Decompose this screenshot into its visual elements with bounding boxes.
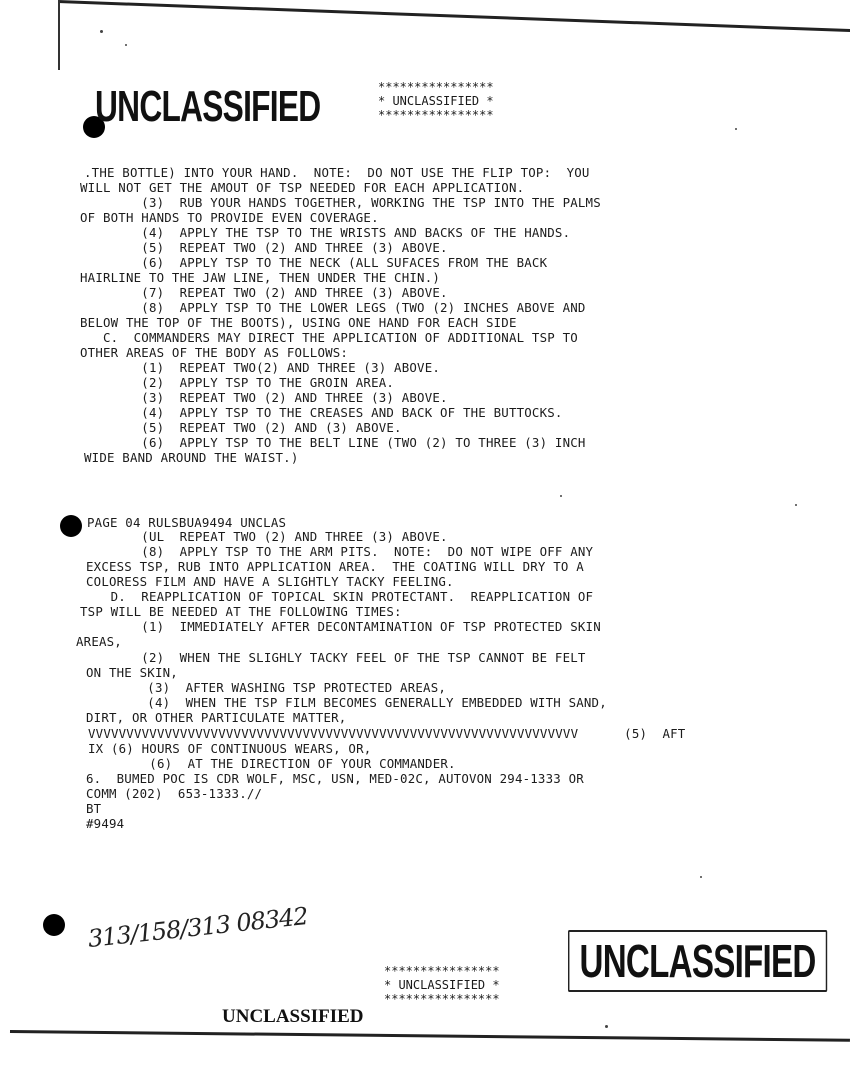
message-line: OF BOTH HANDS TO PROVIDE EVEN COVERAGE. xyxy=(80,210,379,225)
message-line: (3) REPEAT TWO (2) AND THREE (3) ABOVE. xyxy=(80,390,448,405)
message-line: IX (6) HOURS OF CONTINUOUS WEARS, OR, xyxy=(88,741,372,756)
message-line: VVVVVVVVVVVVVVVVVVVVVVVVVVVVVVVVVVVVVVVVVVVVVVVVVVVVVVVVVVVVVVVV (5) AFT xyxy=(88,726,686,741)
message-line: PAGE 04 RULSBUA9494 UNCLAS xyxy=(87,515,287,530)
message-line: (4) WHEN THE TSP FILM BECOMES GENERALLY EMBEDDED WITH SAND, xyxy=(86,695,607,710)
scan-speck xyxy=(560,495,562,497)
scan-speck xyxy=(735,128,737,130)
message-line: COLORESS FILM AND HAVE A SLIGHTLY TACKY FEELING. xyxy=(86,574,454,589)
message-line: (5) REPEAT TWO (2) AND (3) ABOVE. xyxy=(80,420,402,435)
message-line: (3) AFTER WASHING TSP PROTECTED AREAS, xyxy=(86,680,447,695)
message-line: (2) APPLY TSP TO THE GROIN AREA. xyxy=(80,375,395,390)
message-line: (2) WHEN THE SLIGHLY TACKY FEEL OF THE TSP CANNOT BE FELT xyxy=(80,650,586,665)
message-line: (8) APPLY TSP TO THE LOWER LEGS (TWO (2) INCHES ABOVE AND xyxy=(80,300,586,315)
message-line: (4) APPLY THE TSP TO THE WRISTS AND BACKS OF THE HANDS. xyxy=(80,225,571,240)
message-line: HAIRLINE TO THE JAW LINE, THEN UNDER THE CHIN.) xyxy=(80,270,441,285)
scan-speck xyxy=(125,44,127,46)
message-line: (7) REPEAT TWO (2) AND THREE (3) ABOVE. xyxy=(80,285,448,300)
classification-stamp-bottom: UNCLASSIFIED xyxy=(568,930,827,992)
message-line: WIDE BAND AROUND THE WAIST.) xyxy=(84,450,299,465)
bottom-edge-rule xyxy=(10,1030,850,1042)
message-line: DIRT, OR OTHER PARTICULATE MATTER, xyxy=(86,710,347,725)
left-edge-mark xyxy=(58,0,60,70)
scan-speck xyxy=(605,1025,608,1028)
top-edge-rule xyxy=(58,0,850,78)
scan-speck xyxy=(700,876,702,878)
message-line: TSP WILL BE NEEDED AT THE FOLLOWING TIMES: xyxy=(80,604,402,619)
message-line: .THE BOTTLE) INTO YOUR HAND. NOTE: DO NOT USE THE FLIP TOP: YOU xyxy=(84,165,590,180)
message-line: (3) RUB YOUR HANDS TOGETHER, WORKING THE TSP INTO THE PALMS xyxy=(80,195,601,210)
message-line: (UL REPEAT TWO (2) AND THREE (3) ABOVE. xyxy=(80,529,448,544)
message-line: OTHER AREAS OF THE BODY AS FOLLOWS: xyxy=(80,345,349,360)
message-line: (1) REPEAT TWO(2) AND THREE (3) ABOVE. xyxy=(80,360,441,375)
message-line: (1) IMMEDIATELY AFTER DECONTAMINATION OF TSP PROTECTED SKIN xyxy=(80,619,601,634)
message-line: (5) REPEAT TWO (2) AND THREE (3) ABOVE. xyxy=(80,240,448,255)
message-line: BELOW THE TOP OF THE BOOTS), USING ONE HAND FOR EACH SIDE xyxy=(80,315,517,330)
message-line: (4) APPLY TSP TO THE CREASES AND BACK OF THE BUTTOCKS. xyxy=(80,405,563,420)
message-line: EXCESS TSP, RUB INTO APPLICATION AREA. THE COATING WILL DRY TO A xyxy=(86,559,584,574)
classification-stamp-top: UNCLASSIFIED xyxy=(95,82,321,131)
message-line: C. COMMANDERS MAY DIRECT THE APPLICATION OF ADDITIONAL TSP TO xyxy=(80,330,578,345)
footer-classification-label: UNCLASSIFIED xyxy=(222,1006,364,1027)
message-line: (8) APPLY TSP TO THE ARM PITS. NOTE: DO NOT WIPE OFF ANY xyxy=(80,544,594,559)
message-line: (6) AT THE DIRECTION OF YOUR COMMANDER. xyxy=(88,756,456,771)
message-line: AREAS, xyxy=(76,634,122,649)
handwritten-note: 313/158/313 08342 xyxy=(86,902,309,953)
scan-speck xyxy=(100,30,103,33)
scan-speck xyxy=(795,504,797,506)
message-line: 6. BUMED POC IS CDR WOLF, MSC, USN, MED-02C, AUTOVON 294-1333 OR xyxy=(86,771,584,786)
punch-hole-bottom xyxy=(43,914,65,936)
punch-hole-middle xyxy=(60,515,82,537)
message-line: D. REAPPLICATION OF TOPICAL SKIN PROTECTANT. REAPPLICATION OF xyxy=(80,589,594,604)
message-line: WILL NOT GET THE AMOUT OF TSP NEEDED FOR EACH APPLICATION. xyxy=(80,180,525,195)
classification-banner-bottom: **************** * UNCLASSIFIED * **************** xyxy=(384,964,500,1006)
message-line: (6) APPLY TSP TO THE BELT LINE (TWO (2) TO THREE (3) INCH xyxy=(80,435,586,450)
message-line: #9494 xyxy=(86,816,125,831)
classification-banner-top: **************** * UNCLASSIFIED * **************** xyxy=(378,80,494,122)
message-line: ON THE SKIN, xyxy=(86,665,178,680)
message-line: BT xyxy=(86,801,102,816)
message-line: COMM (202) 653-1333.// xyxy=(86,786,263,801)
message-line: (6) APPLY TSP TO THE NECK (ALL SUFACES FROM THE BACK xyxy=(80,255,548,270)
